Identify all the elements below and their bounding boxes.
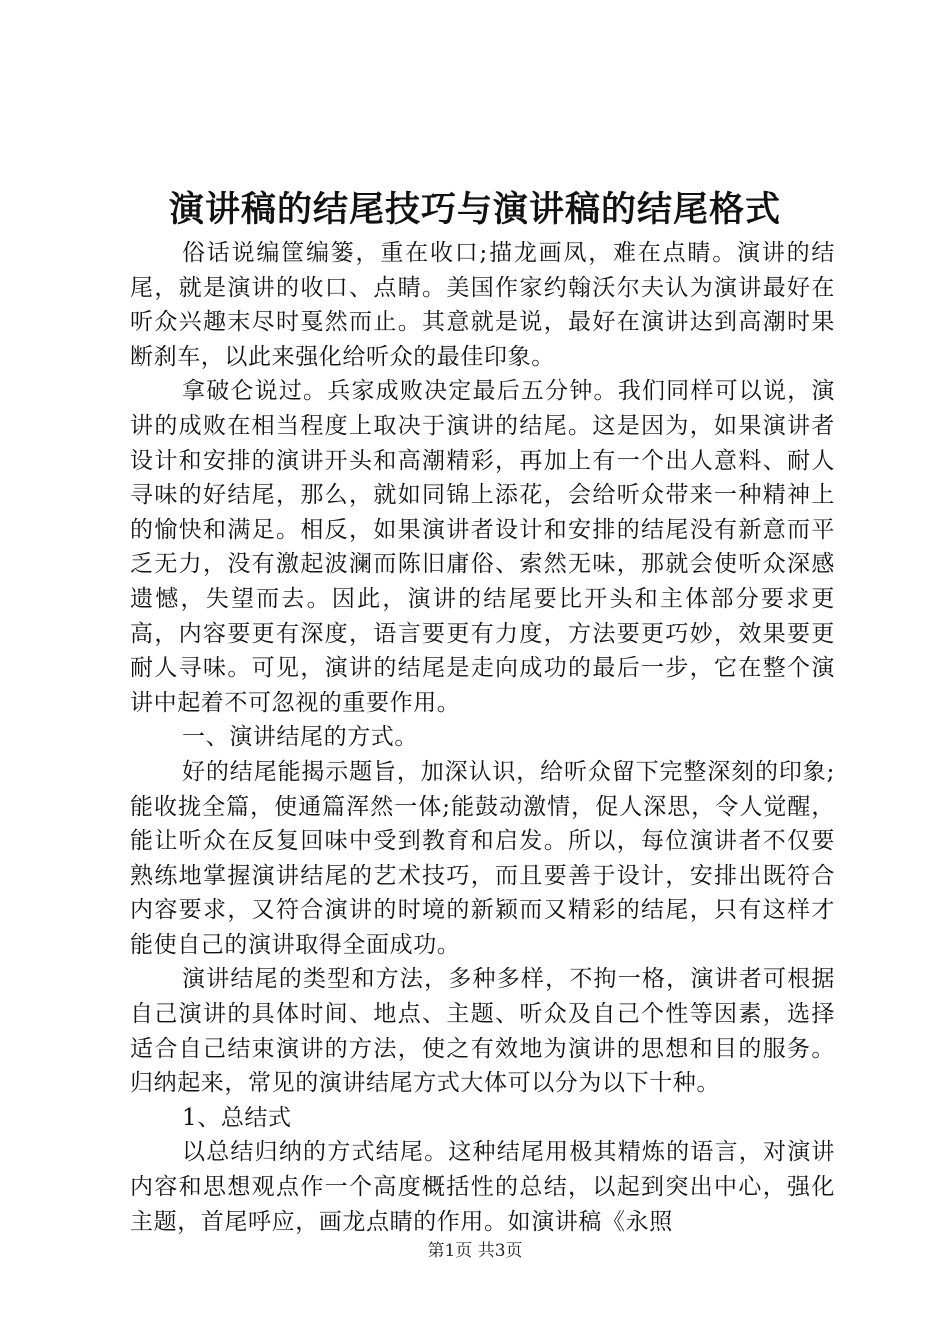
document-title: 演讲稿的结尾技巧与演讲稿的结尾格式: [168, 189, 781, 230]
paragraph-types: 演讲结尾的类型和方法，多种多样，不拘一格，演讲者可根据自己演讲的具体时间、地点、主题、听众及自己个性等因素，选择适合自己结束演讲的方法，使之有效地为演讲的思想和目的服务。归纳起来，常见的演讲结尾方式大体可以分为以下十种。: [130, 966, 835, 1097]
page-footer: 第1页 共3页: [427, 1241, 523, 1261]
paragraph-good-ending: 好的结尾能揭示题旨，加深认识，给听众留下完整深刻的印象;能收拢全篇，使通篇浑然一体;能鼓动激情，促人深思，令人觉醒，能让听众在反复回味中受到教育和启发。所以，每位演讲者不仅要熟练地掌握演讲结尾的艺术技巧，而且要善于设计，安排出既符合内容要求，又符合演讲的时境的新颖而又精彩的结尾，只有这样才能使自己的演讲取得全面成功。: [130, 758, 835, 958]
subsection-heading: 1、总结式: [182, 1104, 292, 1131]
paragraph-summary: 以总结归纳的方式结尾。这种结尾用极其精炼的语言，对演讲内容和思想观点作一个高度概括性的总结，以起到突出中心，强化主题，首尾呼应，画龙点睛的作用。如演讲稿《永照: [130, 1139, 835, 1235]
document-body: [130, 236, 835, 1239]
paragraph-napoleon: 拿破仑说过。兵家成败决定最后五分钟。我们同样可以说，演讲的成败在相当程度上取决于演讲的结尾。这是因为，如果演讲者设计和安排的演讲开头和高潮精彩，再加上有一个出人意料、耐人寻味的好结尾，那么，就如同锦上添花，会给听众带来一种精神上的愉快和满足。相反，如果演讲者设计和安排的结尾没有新意而平乏无力，没有激起波澜而陈旧庸俗、索然无味，那就会使听众深感遗憾，失望而去。因此，演讲的结尾要比开头和主体部分要求更高，内容要更有深度，语言要更有力度，方法要更巧妙，效果要更耐人寻味。可见，演讲的结尾是走向成功的最后一步，它在整个演讲中起着不可忽视的重要作用。: [130, 378, 835, 716]
paragraph-intro: 俗话说编筐编篓，重在收口;描龙画凤，难在点睛。演讲的结尾，就是演讲的收口、点睛。美国作家约翰沃尔夫认为演讲最好在听众兴趣末尽时戛然而止。其意就是说，最好在演讲达到高潮时果断刹车，以此来强化给听众的最佳印象。: [130, 240, 835, 370]
section-heading: 一、演讲结尾的方式。: [182, 724, 418, 751]
